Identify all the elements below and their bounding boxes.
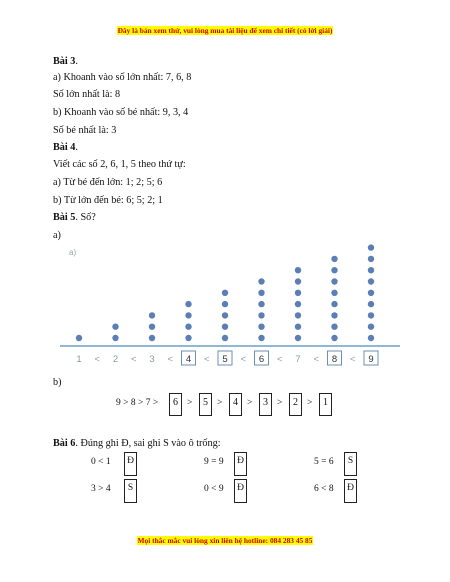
bai3-a-answer: Số lớn nhất là: 8	[53, 89, 121, 100]
dot	[295, 278, 301, 284]
dot	[258, 335, 264, 341]
comparison-expression: 5 = 6	[314, 457, 334, 467]
dot	[368, 244, 374, 250]
sequence-operator: <	[313, 354, 320, 365]
bai6-prompt: Đúng ghi Đ, sai ghi S vào ô trống:	[80, 438, 221, 449]
bai3-b-answer: Số bé nhất là: 3	[53, 125, 117, 136]
dot	[185, 335, 191, 341]
bai3-title: Bài 3	[53, 56, 76, 67]
comparison-expression: 0 < 1	[91, 457, 111, 467]
sequence-operator: <	[130, 354, 137, 365]
dot	[368, 312, 374, 318]
dot	[368, 335, 374, 341]
dot	[331, 324, 337, 330]
answer-box: 6	[169, 393, 182, 416]
bai6-grid	[0, 452, 450, 512]
dot	[185, 301, 191, 307]
bai6-title: Bài 6	[53, 438, 76, 449]
sequence-operator: <	[276, 354, 283, 365]
truth-answer-box: S	[124, 479, 137, 503]
dot	[368, 301, 374, 307]
truth-answer-box: S	[344, 452, 357, 476]
footer-banner	[0, 536, 450, 545]
sequence-number: 4	[185, 354, 192, 365]
dot	[258, 324, 264, 330]
truth-answer-box: Đ	[234, 479, 247, 503]
comparison-expression: 3 > 4	[91, 484, 111, 494]
bai5-b-row	[116, 393, 366, 419]
dot	[295, 312, 301, 318]
greater-than-sign: >	[277, 398, 283, 408]
comparison-expression: 0 < 9	[204, 484, 224, 494]
dot	[258, 290, 264, 296]
sequence-number: 7	[295, 354, 301, 365]
sequence-number: 9	[368, 354, 374, 365]
sequence-operator: <	[203, 354, 210, 365]
dot	[149, 335, 155, 341]
dot	[331, 278, 337, 284]
figure-corner-label: a)	[69, 248, 77, 257]
dot	[185, 312, 191, 318]
greater-than-sign: >	[217, 398, 223, 408]
dot	[76, 335, 82, 341]
dot	[331, 312, 337, 318]
dot	[295, 324, 301, 330]
truth-answer-box: Đ	[344, 479, 357, 503]
answer-box: 2	[289, 393, 302, 416]
footer-banner-text: Mọi thắc mắc vui lòng xin liên hệ hotline: 084 283 45 85	[137, 536, 313, 545]
dot	[185, 324, 191, 330]
dot	[112, 324, 118, 330]
sequence-number: 5	[222, 354, 228, 365]
greater-than-sign: >	[307, 398, 313, 408]
bai4-heading: Bài 4.	[53, 142, 78, 153]
greater-than-sign: >	[187, 398, 193, 408]
dot	[368, 267, 374, 273]
header-banner-text: Đây là bản xem thử, vui lòng mua tài liệu để xem chi tiết (có lời giải)	[117, 26, 333, 35]
bai5-part-b: b)	[53, 377, 62, 388]
sequence-number: 3	[149, 354, 155, 365]
bai5-heading: Bài 5. Số?	[53, 212, 96, 223]
comparison-expression: 9 = 9	[204, 457, 224, 467]
dot	[222, 324, 228, 330]
dot	[258, 278, 264, 284]
sequence-operator: <	[94, 354, 101, 365]
greater-than-sign: >	[247, 398, 253, 408]
bai5-title: Bài 5	[53, 212, 76, 223]
dot	[368, 278, 374, 284]
sequence-operator: <	[349, 354, 356, 365]
bai3-heading: Bài 3.	[53, 56, 78, 67]
sequence-operator: <	[240, 354, 247, 365]
dot-stack-figure	[60, 242, 400, 370]
dot	[331, 256, 337, 262]
dot	[331, 301, 337, 307]
truth-answer-box: Đ	[124, 452, 137, 476]
dot	[368, 290, 374, 296]
bai5-prompt: Số?	[80, 212, 96, 223]
dot	[368, 256, 374, 262]
dot	[112, 335, 118, 341]
dot	[149, 324, 155, 330]
dot	[295, 267, 301, 273]
dot	[149, 312, 155, 318]
dot-stacks	[76, 244, 374, 341]
header-banner	[0, 26, 450, 35]
comparison-expression: 6 < 8	[314, 484, 334, 494]
answer-box: 3	[259, 393, 272, 416]
bai6-heading: Bài 6. Đúng ghi Đ, sai ghi S vào ô trống:	[53, 438, 221, 449]
dot	[222, 335, 228, 341]
bai4-title: Bài 4	[53, 142, 76, 153]
dot	[295, 335, 301, 341]
dot	[222, 312, 228, 318]
bai4-b: b) Từ lớn đến bé: 6; 5; 2; 1	[53, 195, 163, 206]
dot	[331, 290, 337, 296]
bai5-part-a: a)	[53, 230, 61, 241]
bai4-prompt: Viết các số 2, 6, 1, 5 theo thứ tự:	[53, 159, 186, 170]
dot	[295, 301, 301, 307]
sequence-number: 6	[258, 354, 265, 365]
dot	[295, 290, 301, 296]
sequence-number: 1	[76, 354, 82, 365]
truth-answer-box: Đ	[234, 452, 247, 476]
dot	[331, 335, 337, 341]
answer-box: 1	[319, 393, 332, 416]
dot	[222, 290, 228, 296]
number-sequence	[76, 351, 378, 365]
bai3-a-question: a) Khoanh vào số lớn nhất: 7, 6, 8	[53, 72, 192, 83]
sequence-operator: <	[167, 354, 174, 365]
dot	[368, 324, 374, 330]
bai4-a: a) Từ bé đến lớn: 1; 2; 5; 6	[53, 177, 163, 188]
answer-box: 5	[199, 393, 212, 416]
dot	[222, 301, 228, 307]
dot	[258, 312, 264, 318]
answer-box: 4	[229, 393, 242, 416]
dot	[258, 301, 264, 307]
bai3-b-question: b) Khoanh vào số bé nhất: 9, 3, 4	[53, 107, 189, 118]
sequence-number: 2	[112, 354, 119, 365]
dot	[331, 267, 337, 273]
b-prefix: 9 > 8 > 7 >	[116, 398, 159, 408]
sequence-number: 8	[331, 354, 338, 365]
